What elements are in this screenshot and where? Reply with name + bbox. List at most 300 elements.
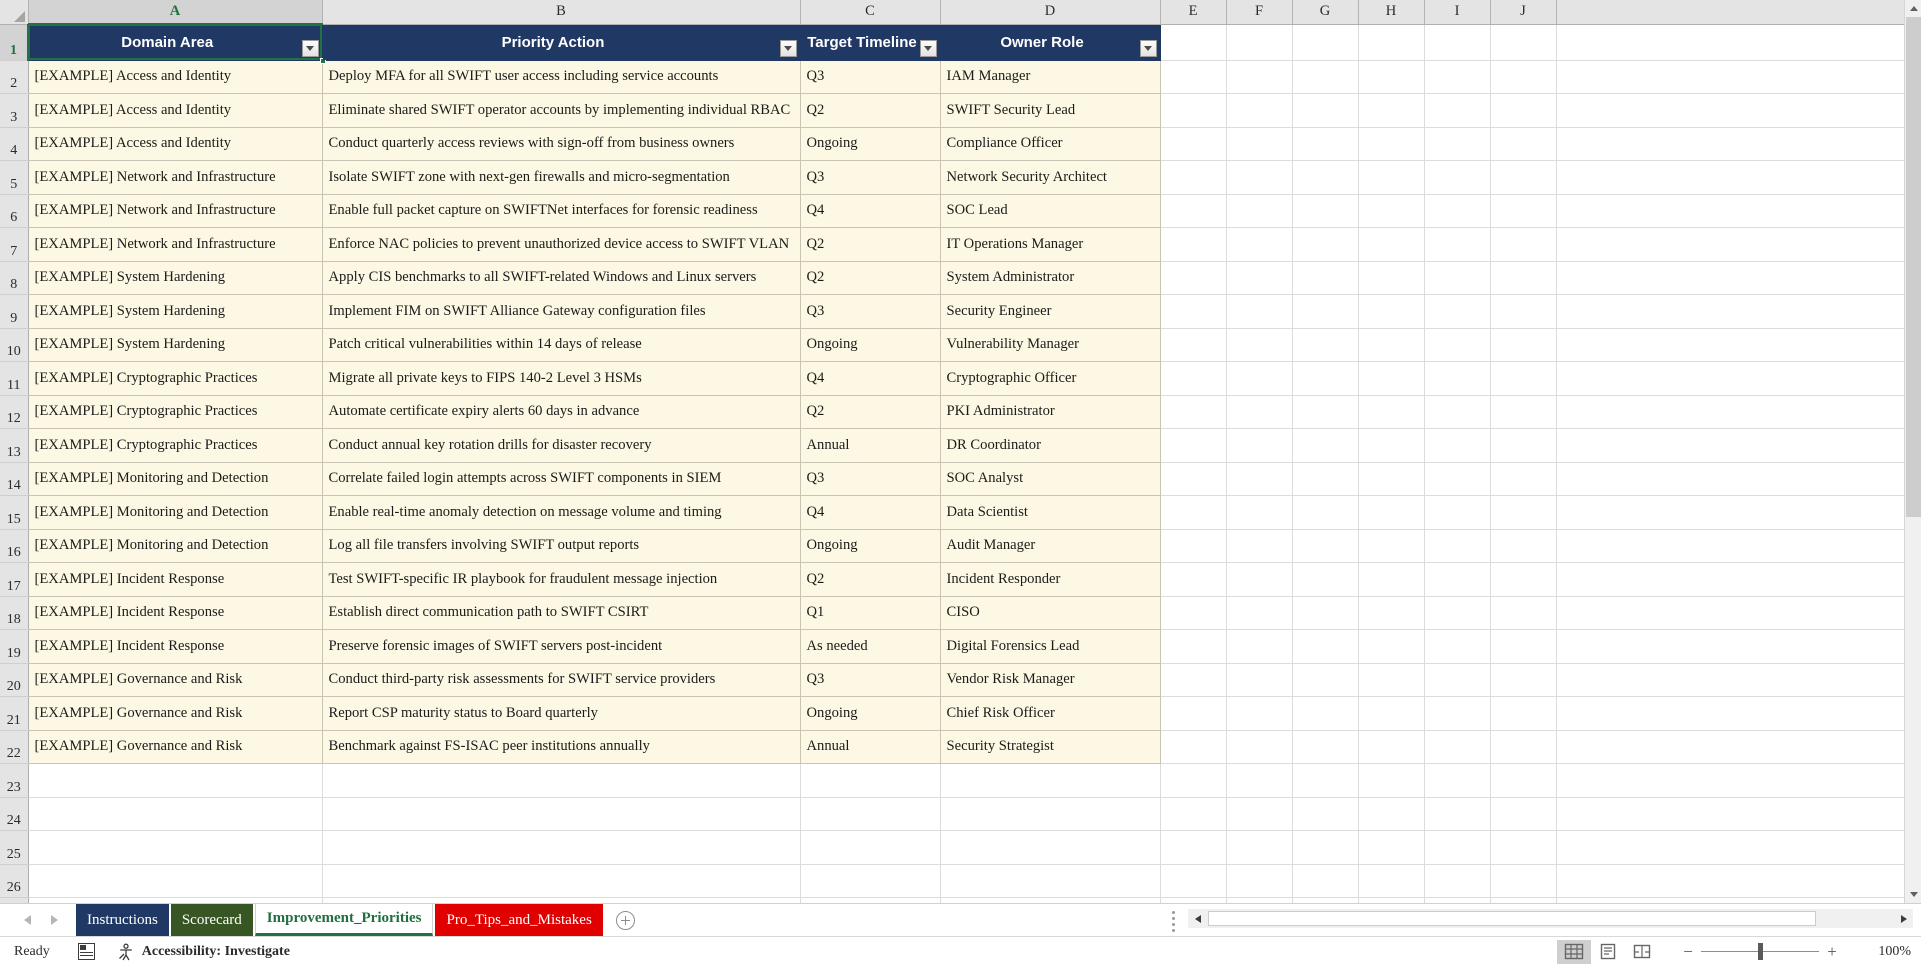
cell-domain-area-row14[interactable]: [EXAMPLE] Monitoring and Detection — [28, 462, 322, 496]
cell-domain-area-row17[interactable]: [EXAMPLE] Incident Response — [28, 563, 322, 597]
row-header-19[interactable]: 19 — [0, 630, 28, 664]
cell-blank-row5-5[interactable] — [1490, 161, 1556, 195]
cell-blank-row5-1[interactable] — [1226, 161, 1292, 195]
cell-domain-area-row6[interactable]: [EXAMPLE] Network and Infrastructure — [28, 194, 322, 228]
cell-blank-row18-3[interactable] — [1358, 596, 1424, 630]
cell-blank-row17-0[interactable] — [1160, 563, 1226, 597]
cell-domain-area-row3[interactable]: [EXAMPLE] Access and Identity — [28, 94, 322, 128]
cell-domain-area-row12[interactable]: [EXAMPLE] Cryptographic Practices — [28, 395, 322, 429]
cell-blank-row13-2[interactable] — [1292, 429, 1358, 463]
cell-blank-row8-2[interactable] — [1292, 261, 1358, 295]
cell-blank-row20-5[interactable] — [1490, 663, 1556, 697]
cell-owner-role-row15[interactable]: Data Scientist — [940, 496, 1160, 530]
row-header-1[interactable]: 1 — [0, 24, 28, 60]
cell-priority-action-row3[interactable]: Eliminate shared SWIFT operator accounts by implementing individual RBAC — [322, 94, 800, 128]
accessibility-status[interactable] — [117, 943, 290, 961]
cell-blank-row12-3[interactable] — [1358, 395, 1424, 429]
cell-blank-row11-1[interactable] — [1226, 362, 1292, 396]
cell-empty-row24-9[interactable] — [1490, 797, 1556, 831]
sheet-tab-improvement-priorities[interactable]: Improvement_Priorities — [255, 904, 434, 936]
cell-owner-role-row11[interactable]: Cryptographic Officer — [940, 362, 1160, 396]
row-header-16[interactable]: 16 — [0, 529, 28, 563]
cell-domain-area-row19[interactable]: [EXAMPLE] Incident Response — [28, 630, 322, 664]
cell-empty-row25-10[interactable] — [1556, 831, 1904, 865]
cell-blank-row9-0[interactable] — [1160, 295, 1226, 329]
cell-empty-row23-4[interactable] — [1160, 764, 1226, 798]
cell-blank-row17-4[interactable] — [1424, 563, 1490, 597]
cell-blank-row9-1[interactable] — [1226, 295, 1292, 329]
scroll-up-button[interactable] — [1905, 0, 1921, 17]
cell-blank-row9-3[interactable] — [1358, 295, 1424, 329]
cell-target-timeline-row3[interactable]: Q2 — [800, 94, 940, 128]
cell-owner-role-row22[interactable]: Security Strategist — [940, 730, 1160, 764]
filter-dropdown-b[interactable] — [780, 40, 797, 57]
cell-domain-area-row5[interactable]: [EXAMPLE] Network and Infrastructure — [28, 161, 322, 195]
cell-blank-row18-2[interactable] — [1292, 596, 1358, 630]
cell-blank-row16-0[interactable] — [1160, 529, 1226, 563]
cell-i1[interactable] — [1424, 24, 1490, 60]
select-all-corner[interactable] — [0, 0, 28, 24]
cell-empty-row24-2[interactable] — [800, 797, 940, 831]
cell-target-timeline-row21[interactable]: Ongoing — [800, 697, 940, 731]
cell-blank-row16-2[interactable] — [1292, 529, 1358, 563]
cell-target-timeline-row16[interactable]: Ongoing — [800, 529, 940, 563]
cell-owner-role-row6[interactable]: SOC Lead — [940, 194, 1160, 228]
row-header-10[interactable]: 10 — [0, 328, 28, 362]
cell-empty-row23-1[interactable] — [322, 764, 800, 798]
cell-domain-area-row15[interactable]: [EXAMPLE] Monitoring and Detection — [28, 496, 322, 530]
horizontal-scrollbar[interactable] — [1188, 909, 1913, 928]
cell-blank-row2-0[interactable] — [1160, 60, 1226, 94]
cell-target-timeline-row8[interactable]: Q2 — [800, 261, 940, 295]
cell-blank-row8-1[interactable] — [1226, 261, 1292, 295]
cell-blank-row11-2[interactable] — [1292, 362, 1358, 396]
column-header-a[interactable]: A — [28, 0, 322, 24]
cell-blank-row13-0[interactable] — [1160, 429, 1226, 463]
cell-empty-row23-6[interactable] — [1292, 764, 1358, 798]
cell-domain-area-row18[interactable]: [EXAMPLE] Incident Response — [28, 596, 322, 630]
cell-blank-row20-2[interactable] — [1292, 663, 1358, 697]
cell-blank-row4-1[interactable] — [1226, 127, 1292, 161]
header-cell-domain-area[interactable] — [28, 24, 322, 60]
cell-owner-role-row20[interactable]: Vendor Risk Manager — [940, 663, 1160, 697]
cell-blank-row3-1[interactable] — [1226, 94, 1292, 128]
cell-target-timeline-row19[interactable]: As needed — [800, 630, 940, 664]
cell-blank-row10-2[interactable] — [1292, 328, 1358, 362]
cell-priority-action-row5[interactable]: Isolate SWIFT zone with next-gen firewalls and micro-segmentation — [322, 161, 800, 195]
cell-blank-row6-1[interactable] — [1226, 194, 1292, 228]
cell-blank-row11-4[interactable] — [1424, 362, 1490, 396]
vertical-scrollbar[interactable] — [1904, 0, 1921, 903]
cell-blank-row7-4[interactable] — [1424, 228, 1490, 262]
cell-blank-row2-2[interactable] — [1292, 60, 1358, 94]
cell-owner-role-row18[interactable]: CISO — [940, 596, 1160, 630]
column-header-g[interactable]: G — [1292, 0, 1358, 24]
cell-blank-row3-2[interactable] — [1292, 94, 1358, 128]
cell-blank-row14-2[interactable] — [1292, 462, 1358, 496]
row-header-17[interactable]: 17 — [0, 563, 28, 597]
cell-blank-row9-4[interactable] — [1424, 295, 1490, 329]
zoom-out-button[interactable]: − — [1683, 941, 1693, 961]
cell-blank-row14-0[interactable] — [1160, 462, 1226, 496]
cell-priority-action-row20[interactable]: Conduct third-party risk assessments for SWIFT service providers — [322, 663, 800, 697]
cell-priority-action-row17[interactable]: Test SWIFT-specific IR playbook for fraudulent message injection — [322, 563, 800, 597]
cell-blank-row19-0[interactable] — [1160, 630, 1226, 664]
cell-target-timeline-row11[interactable]: Q4 — [800, 362, 940, 396]
cell-blank-row16-5[interactable] — [1490, 529, 1556, 563]
cell-blank-row12-5[interactable] — [1490, 395, 1556, 429]
scroll-down-button[interactable] — [1905, 886, 1921, 903]
cell-blank-row12-0[interactable] — [1160, 395, 1226, 429]
normal-view-button[interactable] — [1557, 940, 1591, 964]
tab-splitter-grip[interactable] — [1172, 911, 1175, 929]
cell-blank-row15-0[interactable] — [1160, 496, 1226, 530]
column-header-f[interactable]: F — [1226, 0, 1292, 24]
cell-g1[interactable] — [1292, 24, 1358, 60]
cell-blank-row8-5[interactable] — [1490, 261, 1556, 295]
cell-empty-row25-1[interactable] — [322, 831, 800, 865]
cell-domain-area-row10[interactable]: [EXAMPLE] System Hardening — [28, 328, 322, 362]
cell-blank-row20-1[interactable] — [1226, 663, 1292, 697]
cell-blank-row15-1[interactable] — [1226, 496, 1292, 530]
cell-blank-row2-5[interactable] — [1490, 60, 1556, 94]
row-header-18[interactable]: 18 — [0, 596, 28, 630]
row-header-8[interactable]: 8 — [0, 261, 28, 295]
cell-empty-row26-5[interactable] — [1226, 864, 1292, 898]
sheet-tab-scorecard[interactable]: Scorecard — [171, 904, 253, 936]
cell-owner-role-row7[interactable]: IT Operations Manager — [940, 228, 1160, 262]
cell-priority-action-row19[interactable]: Preserve forensic images of SWIFT servers post-incident — [322, 630, 800, 664]
cell-empty-row23-0[interactable] — [28, 764, 322, 798]
cell-domain-area-row20[interactable]: [EXAMPLE] Governance and Risk — [28, 663, 322, 697]
previous-sheet-icon[interactable] — [24, 915, 31, 925]
cell-blank-row17-1[interactable] — [1226, 563, 1292, 597]
cell-empty-row24-0[interactable] — [28, 797, 322, 831]
cell-blank-row22-1[interactable] — [1226, 730, 1292, 764]
cell-blank-row15-5[interactable] — [1490, 496, 1556, 530]
sheet-nav-arrows[interactable] — [0, 904, 76, 936]
cell-blank-row7-3[interactable] — [1358, 228, 1424, 262]
cell-empty-row25-3[interactable] — [940, 831, 1160, 865]
cell-empty-row23-2[interactable] — [800, 764, 940, 798]
cell-empty-row26-0[interactable] — [28, 864, 322, 898]
cell-priority-action-row18[interactable]: Establish direct communication path to SWIFT CSIRT — [322, 596, 800, 630]
cell-blank-row5-2[interactable] — [1292, 161, 1358, 195]
cell-blank-row21-3[interactable] — [1358, 697, 1424, 731]
cell-owner-role-row2[interactable]: IAM Manager — [940, 60, 1160, 94]
column-header-b[interactable]: B — [322, 0, 800, 24]
cell-target-timeline-row6[interactable]: Q4 — [800, 194, 940, 228]
cell-priority-action-row14[interactable]: Correlate failed login attempts across SWIFT components in SIEM — [322, 462, 800, 496]
cell-blank-row4-2[interactable] — [1292, 127, 1358, 161]
cell-owner-role-row4[interactable]: Compliance Officer — [940, 127, 1160, 161]
cell-blank-row15-3[interactable] — [1358, 496, 1424, 530]
column-header-h[interactable]: H — [1358, 0, 1424, 24]
cell-priority-action-row12[interactable]: Automate certificate expiry alerts 60 days in advance — [322, 395, 800, 429]
cell-blank-row4-3[interactable] — [1358, 127, 1424, 161]
cell-blank-row12-2[interactable] — [1292, 395, 1358, 429]
cell-target-timeline-row2[interactable]: Q3 — [800, 60, 940, 94]
page-break-preview-button[interactable] — [1625, 940, 1659, 964]
cell-empty-row26-1[interactable] — [322, 864, 800, 898]
cell-owner-role-row9[interactable]: Security Engineer — [940, 295, 1160, 329]
cell-priority-action-row22[interactable]: Benchmark against FS-ISAC peer institutions annually — [322, 730, 800, 764]
cell-domain-area-row7[interactable]: [EXAMPLE] Network and Infrastructure — [28, 228, 322, 262]
cell-priority-action-row2[interactable]: Deploy MFA for all SWIFT user access including service accounts — [322, 60, 800, 94]
cell-blank-row6-5[interactable] — [1490, 194, 1556, 228]
cell-blank-row13-1[interactable] — [1226, 429, 1292, 463]
column-header-i[interactable]: I — [1424, 0, 1490, 24]
cell-empty-row25-9[interactable] — [1490, 831, 1556, 865]
filter-dropdown-c[interactable] — [920, 40, 937, 57]
cell-empty-row23-5[interactable] — [1226, 764, 1292, 798]
page-layout-view-button[interactable] — [1591, 940, 1625, 964]
row-header-7[interactable]: 7 — [0, 228, 28, 262]
cell-blank-row8-3[interactable] — [1358, 261, 1424, 295]
cell-blank-row8-0[interactable] — [1160, 261, 1226, 295]
row-header-24[interactable]: 24 — [0, 797, 28, 831]
cell-blank-row16-3[interactable] — [1358, 529, 1424, 563]
cell-priority-action-row10[interactable]: Patch critical vulnerabilities within 14 days of release — [322, 328, 800, 362]
cell-empty-row26-10[interactable] — [1556, 864, 1904, 898]
cell-empty-row24-3[interactable] — [940, 797, 1160, 831]
cell-blank-row4-5[interactable] — [1490, 127, 1556, 161]
zoom-level-label[interactable]: 100% — [1878, 943, 1911, 959]
cell-empty-row24-4[interactable] — [1160, 797, 1226, 831]
cell-blank-row17-3[interactable] — [1358, 563, 1424, 597]
cell-blank-row21-2[interactable] — [1292, 697, 1358, 731]
cell-blank-row15-4[interactable] — [1424, 496, 1490, 530]
cell-blank-row20-3[interactable] — [1358, 663, 1424, 697]
cell-blank-row4-4[interactable] — [1424, 127, 1490, 161]
cell-j1[interactable] — [1490, 24, 1556, 60]
cell-empty-row26-7[interactable] — [1358, 864, 1424, 898]
cell-blank-row22-2[interactable] — [1292, 730, 1358, 764]
row-header-22[interactable]: 22 — [0, 730, 28, 764]
cell-owner-role-row8[interactable]: System Administrator — [940, 261, 1160, 295]
cell-blank-row11-5[interactable] — [1490, 362, 1556, 396]
cell-blank-row5-4[interactable] — [1424, 161, 1490, 195]
row-header-3[interactable]: 3 — [0, 94, 28, 128]
cell-blank-row12-1[interactable] — [1226, 395, 1292, 429]
cell-blank-row18-0[interactable] — [1160, 596, 1226, 630]
cell-blank-row2-3[interactable] — [1358, 60, 1424, 94]
cell-e1[interactable] — [1160, 24, 1226, 60]
cell-domain-area-row21[interactable]: [EXAMPLE] Governance and Risk — [28, 697, 322, 731]
scroll-right-button[interactable] — [1894, 909, 1913, 928]
zoom-control[interactable] — [1675, 942, 1845, 962]
cell-blank-row14-3[interactable] — [1358, 462, 1424, 496]
cell-f1[interactable] — [1226, 24, 1292, 60]
row-header-13[interactable]: 13 — [0, 429, 28, 463]
cell-empty-row23-9[interactable] — [1490, 764, 1556, 798]
cell-empty-row26-3[interactable] — [940, 864, 1160, 898]
cell-blank-row17-5[interactable] — [1490, 563, 1556, 597]
cell-empty-row25-8[interactable] — [1424, 831, 1490, 865]
cell-owner-role-row14[interactable]: SOC Analyst — [940, 462, 1160, 496]
cell-blank-row8-4[interactable] — [1424, 261, 1490, 295]
cell-domain-area-row9[interactable]: [EXAMPLE] System Hardening — [28, 295, 322, 329]
cell-blank-row19-2[interactable] — [1292, 630, 1358, 664]
cell-blank-row12-4[interactable] — [1424, 395, 1490, 429]
cell-empty-row26-8[interactable] — [1424, 864, 1490, 898]
cell-empty-row23-3[interactable] — [940, 764, 1160, 798]
cell-blank-row7-5[interactable] — [1490, 228, 1556, 262]
cell-priority-action-row9[interactable]: Implement FIM on SWIFT Alliance Gateway configuration files — [322, 295, 800, 329]
next-sheet-icon[interactable] — [51, 915, 58, 925]
cell-blank-row16-1[interactable] — [1226, 529, 1292, 563]
row-header-20[interactable]: 20 — [0, 663, 28, 697]
cell-target-timeline-row4[interactable]: Ongoing — [800, 127, 940, 161]
header-cell-target-timeline[interactable] — [800, 24, 940, 60]
cell-blank-row6-3[interactable] — [1358, 194, 1424, 228]
cell-empty-row24-10[interactable] — [1556, 797, 1904, 831]
column-header-c[interactable]: C — [800, 0, 940, 24]
cell-empty-row26-6[interactable] — [1292, 864, 1358, 898]
row-header-5[interactable]: 5 — [0, 161, 28, 195]
sheet-tab-instructions[interactable]: Instructions — [76, 904, 169, 936]
horizontal-scroll-thumb[interactable] — [1208, 911, 1816, 926]
cell-priority-action-row13[interactable]: Conduct annual key rotation drills for disaster recovery — [322, 429, 800, 463]
cell-blank-row14-1[interactable] — [1226, 462, 1292, 496]
cell-blank-row20-0[interactable] — [1160, 663, 1226, 697]
header-cell-priority-action[interactable] — [322, 24, 800, 60]
cell-blank-row10-0[interactable] — [1160, 328, 1226, 362]
cell-blank-row2-4[interactable] — [1424, 60, 1490, 94]
macro-record-icon[interactable] — [78, 943, 95, 960]
cell-h1[interactable] — [1358, 24, 1424, 60]
row-header-15[interactable]: 15 — [0, 496, 28, 530]
row-header-11[interactable]: 11 — [0, 362, 28, 396]
cell-blank-row13-3[interactable] — [1358, 429, 1424, 463]
cell-blank-row18-5[interactable] — [1490, 596, 1556, 630]
cell-owner-role-row10[interactable]: Vulnerability Manager — [940, 328, 1160, 362]
cell-owner-role-row16[interactable]: Audit Manager — [940, 529, 1160, 563]
cell-blank-row11-0[interactable] — [1160, 362, 1226, 396]
cell-blank-row11-3[interactable] — [1358, 362, 1424, 396]
cell-blank-row18-4[interactable] — [1424, 596, 1490, 630]
cell-empty-row25-7[interactable] — [1358, 831, 1424, 865]
cell-empty-row24-1[interactable] — [322, 797, 800, 831]
cell-priority-action-row16[interactable]: Log all file transfers involving SWIFT output reports — [322, 529, 800, 563]
cell-owner-role-row5[interactable]: Network Security Architect — [940, 161, 1160, 195]
cell-blank-row22-0[interactable] — [1160, 730, 1226, 764]
zoom-in-button[interactable]: + — [1827, 941, 1837, 961]
cell-priority-action-row11[interactable]: Migrate all private keys to FIPS 140-2 Level 3 HSMs — [322, 362, 800, 396]
cell-blank-row22-4[interactable] — [1424, 730, 1490, 764]
zoom-slider-thumb[interactable] — [1758, 943, 1763, 960]
cell-target-timeline-row22[interactable]: Annual — [800, 730, 940, 764]
cell-blank-row19-4[interactable] — [1424, 630, 1490, 664]
cell-empty-row25-4[interactable] — [1160, 831, 1226, 865]
row-header-9[interactable]: 9 — [0, 295, 28, 329]
cell-domain-area-row16[interactable]: [EXAMPLE] Monitoring and Detection — [28, 529, 322, 563]
zoom-slider-track[interactable] — [1701, 951, 1819, 952]
column-header-e[interactable]: E — [1160, 0, 1226, 24]
cell-owner-role-row21[interactable]: Chief Risk Officer — [940, 697, 1160, 731]
cell-blank-row10-3[interactable] — [1358, 328, 1424, 362]
sheet-tab-pro-tips-and-mistakes[interactable]: Pro_Tips_and_Mistakes — [435, 904, 602, 936]
cell-blank-row7-2[interactable] — [1292, 228, 1358, 262]
add-sheet-button[interactable] — [605, 904, 647, 936]
cell-blank-row5-0[interactable] — [1160, 161, 1226, 195]
cell-target-timeline-row10[interactable]: Ongoing — [800, 328, 940, 362]
row-header-26[interactable]: 26 — [0, 864, 28, 898]
cell-target-timeline-row7[interactable]: Q2 — [800, 228, 940, 262]
cell-domain-area-row11[interactable]: [EXAMPLE] Cryptographic Practices — [28, 362, 322, 396]
cell-blank-row10-5[interactable] — [1490, 328, 1556, 362]
cell-owner-role-row17[interactable]: Incident Responder — [940, 563, 1160, 597]
cell-empty-row25-0[interactable] — [28, 831, 322, 865]
cell-empty-row23-10[interactable] — [1556, 764, 1904, 798]
cell-priority-action-row4[interactable]: Conduct quarterly access reviews with sign-off from business owners — [322, 127, 800, 161]
cell-blank-row14-4[interactable] — [1424, 462, 1490, 496]
cell-blank-row16-4[interactable] — [1424, 529, 1490, 563]
cell-blank-row21-5[interactable] — [1490, 697, 1556, 731]
cell-priority-action-row6[interactable]: Enable full packet capture on SWIFTNet interfaces for forensic readiness — [322, 194, 800, 228]
row-header-21[interactable]: 21 — [0, 697, 28, 731]
cell-blank-row10-4[interactable] — [1424, 328, 1490, 362]
column-header-d[interactable]: D — [940, 0, 1160, 24]
cell-blank-row21-0[interactable] — [1160, 697, 1226, 731]
cell-empty-row25-5[interactable] — [1226, 831, 1292, 865]
cell-blank-row10-1[interactable] — [1226, 328, 1292, 362]
row-header-14[interactable]: 14 — [0, 462, 28, 496]
cell-blank-row9-5[interactable] — [1490, 295, 1556, 329]
cell-blank-row18-1[interactable] — [1226, 596, 1292, 630]
row-header-12[interactable]: 12 — [0, 395, 28, 429]
cell-blank-row15-2[interactable] — [1292, 496, 1358, 530]
cell-owner-role-row12[interactable]: PKI Administrator — [940, 395, 1160, 429]
cell-priority-action-row8[interactable]: Apply CIS benchmarks to all SWIFT-related Windows and Linux servers — [322, 261, 800, 295]
cell-target-timeline-row20[interactable]: Q3 — [800, 663, 940, 697]
cell-owner-role-row3[interactable]: SWIFT Security Lead — [940, 94, 1160, 128]
cell-blank-row14-5[interactable] — [1490, 462, 1556, 496]
cell-blank-row19-3[interactable] — [1358, 630, 1424, 664]
cell-domain-area-row4[interactable]: [EXAMPLE] Access and Identity — [28, 127, 322, 161]
cell-blank-row21-1[interactable] — [1226, 697, 1292, 731]
cell-target-timeline-row15[interactable]: Q4 — [800, 496, 940, 530]
vertical-scroll-thumb[interactable] — [1906, 17, 1921, 517]
cell-blank-row7-0[interactable] — [1160, 228, 1226, 262]
cell-blank-row6-4[interactable] — [1424, 194, 1490, 228]
cell-blank-row3-3[interactable] — [1358, 94, 1424, 128]
cell-blank-row19-1[interactable] — [1226, 630, 1292, 664]
cell-blank-row7-1[interactable] — [1226, 228, 1292, 262]
row-header-6[interactable]: 6 — [0, 194, 28, 228]
cell-target-timeline-row14[interactable]: Q3 — [800, 462, 940, 496]
cell-target-timeline-row12[interactable]: Q2 — [800, 395, 940, 429]
cell-priority-action-row15[interactable]: Enable real-time anomaly detection on message volume and timing — [322, 496, 800, 530]
cell-target-timeline-row18[interactable]: Q1 — [800, 596, 940, 630]
cell-target-timeline-row5[interactable]: Q3 — [800, 161, 940, 195]
cell-blank-row17-2[interactable] — [1292, 563, 1358, 597]
cell-empty-row24-5[interactable] — [1226, 797, 1292, 831]
cell-empty-row23-7[interactable] — [1358, 764, 1424, 798]
cell-blank-row21-4[interactable] — [1424, 697, 1490, 731]
row-header-2[interactable]: 2 — [0, 60, 28, 94]
row-header-4[interactable]: 4 — [0, 127, 28, 161]
cell-empty-row23-8[interactable] — [1424, 764, 1490, 798]
cell-blank-row6-0[interactable] — [1160, 194, 1226, 228]
cell-empty-row24-7[interactable] — [1358, 797, 1424, 831]
row-header-23[interactable]: 23 — [0, 764, 28, 798]
cell-blank-row6-2[interactable] — [1292, 194, 1358, 228]
cell-blank-row22-5[interactable] — [1490, 730, 1556, 764]
cell-domain-area-row22[interactable]: [EXAMPLE] Governance and Risk — [28, 730, 322, 764]
row-header-25[interactable]: 25 — [0, 831, 28, 865]
cell-blank-row3-4[interactable] — [1424, 94, 1490, 128]
